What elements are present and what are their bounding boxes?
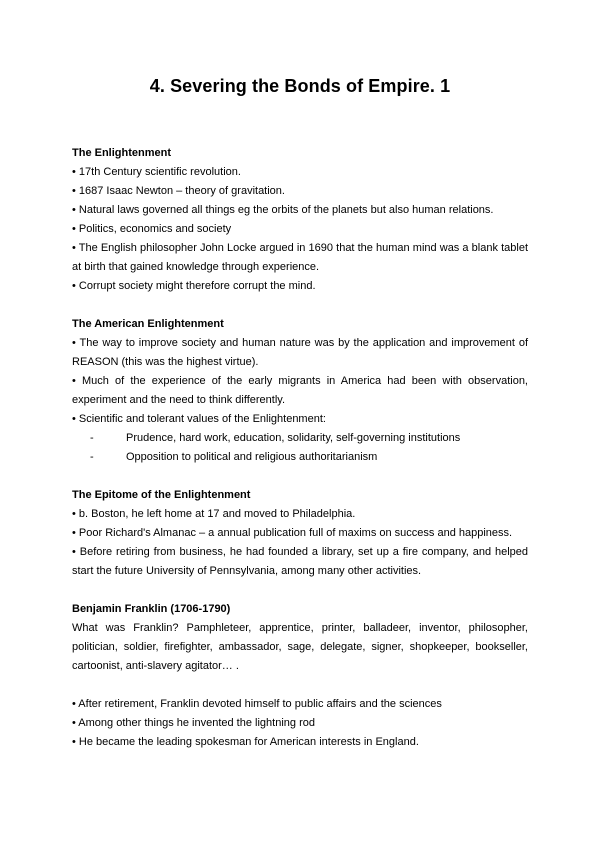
- bullet-item: • Natural laws governed all things eg the orbits of the planets but also human relations.: [72, 204, 494, 216]
- sub-item-text: Opposition to political and religious authoritarianism: [126, 451, 378, 463]
- bullet-item: • Politics, economics and society: [72, 223, 232, 235]
- sub-item: [72, 448, 528, 467]
- bullet-item: • Before retiring from business, he had founded a library, set up a fire company, and helped start the future University of Pennsylvania, among many other activities.: [72, 546, 528, 577]
- bullet-item: • 17th Century scientific revolution.: [72, 166, 241, 178]
- bullet-item: • 1687 Isaac Newton – theory of gravitation.: [72, 185, 285, 197]
- bullet-item: • He became the leading spokesman for American interests in England.: [72, 736, 419, 748]
- bullet-item: • Among other things he invented the lightning rod: [72, 717, 315, 729]
- section-franklin-later: [72, 695, 528, 752]
- bullet-item: • b. Boston, he left home at 17 and moved to Philadelphia.: [72, 508, 356, 520]
- page-title: 4. Severing the Bonds of Empire. 1: [149, 76, 451, 96]
- section-enlightenment: [72, 144, 528, 296]
- section-heading: Benjamin Franklin (1706-1790): [72, 603, 231, 615]
- sub-item-text: Prudence, hard work, education, solidarity, self-governing institutions: [126, 432, 461, 444]
- bullet-item: • Corrupt society might therefore corrupt the mind.: [72, 280, 316, 292]
- section-american-enlightenment: [72, 315, 528, 467]
- document-body: [72, 144, 528, 771]
- bullet-item: • Poor Richard's Almanac – a annual publication full of maxims on success and happiness.: [72, 527, 513, 539]
- section-heading: The Epitome of the Enlightenment: [72, 489, 251, 501]
- section-epitome: [72, 486, 528, 581]
- bullet-item: • Much of the experience of the early migrants in America had been with observation, experiment and the need to think differently.: [72, 375, 528, 406]
- bullet-item: • The way to improve society and human nature was by the application and improvement of REASON (this was the highest virtue).: [72, 337, 528, 368]
- bullet-item: • After retirement, Franklin devoted himself to public affairs and the sciences: [72, 698, 442, 710]
- sub-item: [72, 429, 528, 448]
- paragraph: What was Franklin? Pamphleteer, apprentice, printer, balladeer, inventor, philosopher, politician, soldier, firefighter, ambassador, sage, delegate, signer, shopkeeper, bookseller, cartoonist, anti-slavery agitator… .: [72, 622, 528, 672]
- bullet-item: • Scientific and tolerant values of the Enlightenment:: [72, 413, 326, 425]
- section-franklin: [72, 600, 528, 676]
- bullet-item: • The English philosopher John Locke argued in 1690 that the human mind was a blank tablet at birth that gained knowledge through experience.: [72, 242, 528, 273]
- section-heading: The Enlightenment: [72, 147, 171, 159]
- section-heading: The American Enlightenment: [72, 318, 224, 330]
- dash-marker: -: [90, 451, 94, 463]
- dash-marker: -: [90, 432, 94, 444]
